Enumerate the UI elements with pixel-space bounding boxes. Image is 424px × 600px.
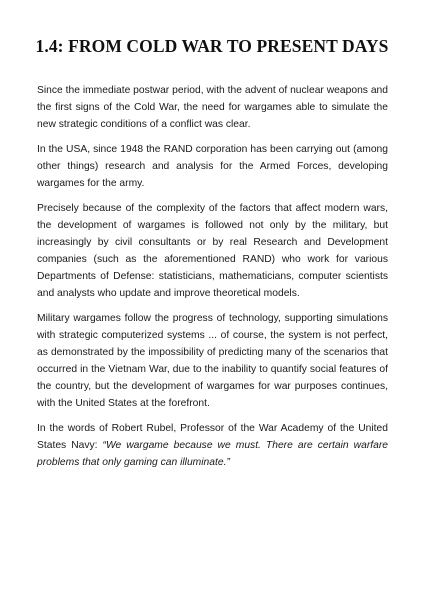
body-text [37, 82, 388, 479]
rubel-lead-text: In the words of Robert Rubel, Professor of the War Academy of the United States Navy: [37, 423, 388, 451]
paragraph-complexity: Precisely because of the complexity of the factors that affect modern wars, the development of wargames is followed not only by the military, but increasingly by civil consultants or by real Research and Development companies (such as the aforementioned RAND) who work for various Departments of Defense: statisticians, mathematicians, computer scientists and analysts who update and improve theoretical models. [37, 203, 388, 299]
paragraph-rubel [37, 420, 388, 471]
paragraph-technology: Military wargames follow the progress of technology, supporting simulations with strategic computerized systems ... of course, the system is not perfect, as demonstrated by the impossibility of predicting many of the scenarios that occurred in the Vietnam War, due to the inability to quantify social features of the country, but the development of wargames for war purposes continues, with the United States at the forefront. [37, 313, 388, 409]
page-title: 1.4: FROM COLD WAR TO PRESENT DAYS [35, 36, 389, 56]
paragraph-postwar: Since the immediate postwar period, with the advent of nuclear weapons and the first signs of the Cold War, the need for wargames able to simulate the new strategic conditions of a conflict was clear. [37, 85, 388, 130]
paragraph-rand: In the USA, since 1948 the RAND corporation has been carrying out (among other things) research and analysis for the Armed Forces, developing wargames for the army. [37, 144, 388, 189]
rubel-quote: “We wargame because we must. There are certain warfare problems that only gaming can illuminate.” [37, 440, 388, 468]
